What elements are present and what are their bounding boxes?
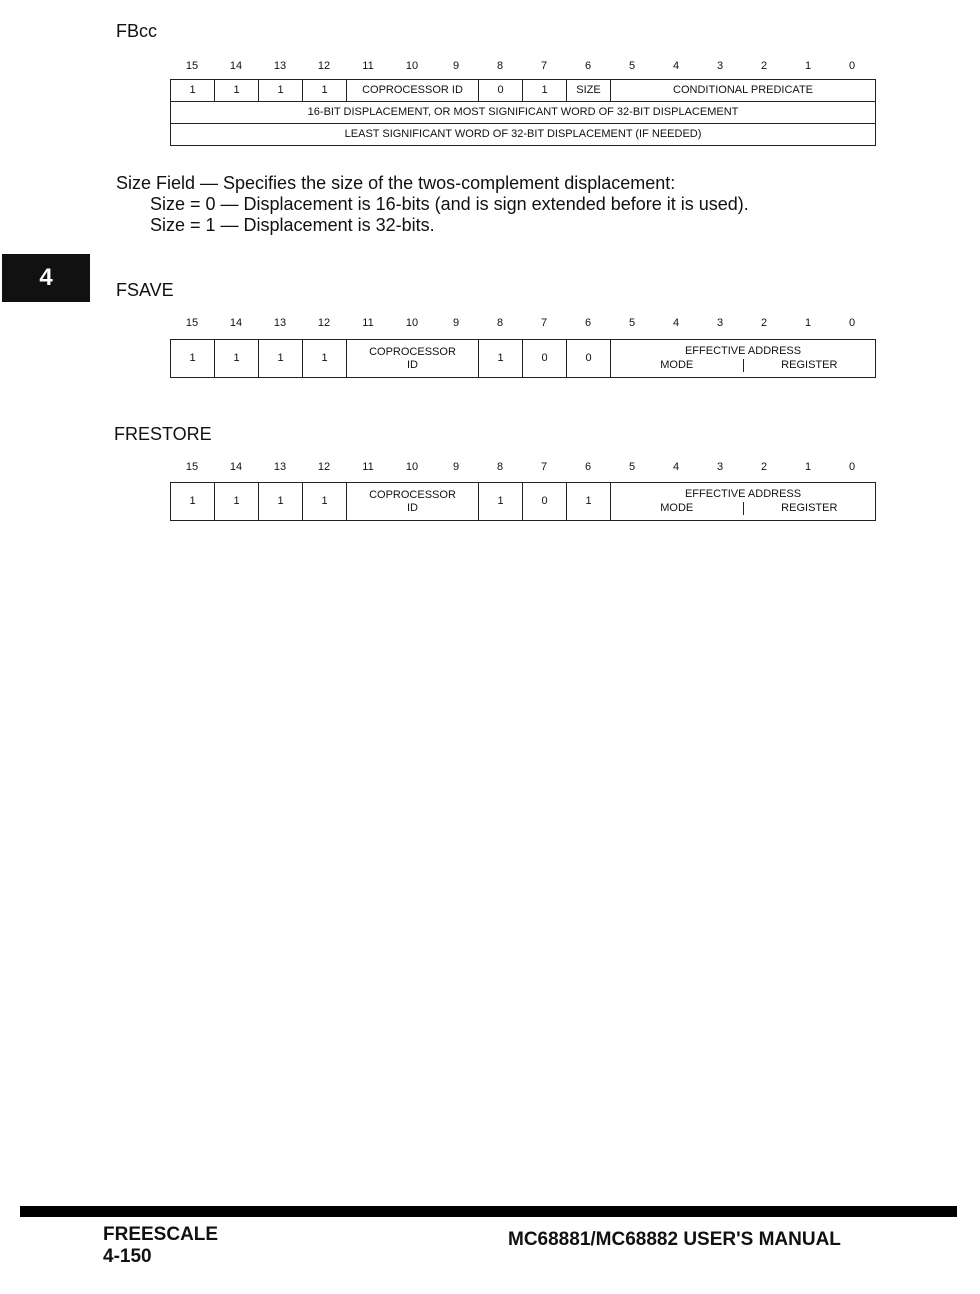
size-field: SIZE [567, 80, 611, 102]
bit-number: 12 [317, 461, 331, 473]
bit-cell-7: 1 [523, 80, 567, 102]
frestore-encoding-table [170, 482, 876, 521]
bit-number: 11 [362, 461, 374, 473]
register-label: REGISTER [781, 359, 838, 371]
bit-number: 3 [716, 60, 724, 72]
bit-number: 14 [229, 60, 243, 72]
bit-cell-12: 1 [303, 483, 347, 521]
bit-number: 4 [672, 461, 680, 473]
bit-number: 8 [496, 317, 504, 329]
effective-address-field [611, 340, 876, 378]
mode-label: MODE [611, 502, 744, 515]
bit-cell-7: 0 [523, 483, 567, 521]
bit-cell-12: 1 [303, 340, 347, 378]
coprocessor-id-field [347, 483, 479, 521]
bit-number: 4 [672, 60, 680, 72]
size-0-description: Size = 0 — Displacement is 16-bits (and is sign extended before it is used). [150, 194, 749, 214]
bit-number: 2 [760, 317, 768, 329]
displacement-word-1: 16-BIT DISPLACEMENT, OR MOST SIGNIFICANT WORD OF 32-BIT DISPLACEMENT [171, 102, 876, 124]
bit-cell-6: 1 [567, 483, 611, 521]
size-1-description: Size = 1 — Displacement is 32-bits. [150, 215, 435, 235]
bit-cell-8: 1 [479, 483, 523, 521]
bit-number: 14 [229, 317, 243, 329]
bit-number: 13 [273, 317, 287, 329]
page-number: 4-150 [103, 1246, 152, 1267]
bit-number: 9 [452, 461, 460, 473]
bit-cell-13: 1 [259, 340, 303, 378]
effective-address-label: EFFECTIVE ADDRESS [684, 345, 802, 358]
id-label: ID [407, 501, 418, 514]
effective-address-subfields [611, 359, 875, 372]
bit-number: 2 [760, 461, 768, 473]
bit-cell-7: 0 [523, 340, 567, 378]
effective-address-subfields [611, 502, 875, 515]
bit-number: 9 [452, 317, 460, 329]
footer-brand: FREESCALE [103, 1224, 219, 1245]
bit-number: 9 [452, 60, 460, 72]
conditional-predicate-field: CONDITIONAL PREDICATE [611, 80, 876, 102]
bit-number: 4 [672, 317, 680, 329]
bit-cell-13: 1 [259, 80, 303, 102]
bit-cell-15: 1 [171, 483, 215, 521]
bit-number: 7 [540, 60, 548, 72]
bit-number: 0 [848, 461, 856, 473]
bit-cell-12: 1 [303, 80, 347, 102]
fsave-bit-numbers [170, 317, 874, 331]
bit-number: 8 [496, 60, 504, 72]
bit-number: 14 [229, 461, 243, 473]
bit-number: 15 [185, 60, 199, 72]
bit-number: 0 [848, 60, 856, 72]
frestore-title: FRESTORE [114, 424, 212, 444]
chapter-tab-marker: 4 [2, 254, 90, 302]
displacement-word-2: LEAST SIGNIFICANT WORD OF 32-BIT DISPLACEMENT (IF NEEDED) [171, 124, 876, 146]
bit-number: 11 [362, 60, 374, 72]
bit-cell-14: 1 [215, 483, 259, 521]
bit-number: 1 [804, 317, 812, 329]
footer-rule [20, 1206, 957, 1217]
coprocessor-id-field: COPROCESSOR ID [347, 80, 479, 102]
bit-number: 13 [273, 60, 287, 72]
mode-label: MODE [611, 359, 744, 372]
bit-number: 0 [848, 317, 856, 329]
bit-number: 11 [362, 317, 374, 329]
coprocessor-label: COPROCESSOR [369, 345, 456, 358]
bit-number: 5 [628, 317, 636, 329]
bit-number: 3 [716, 461, 724, 473]
fsave-title: FSAVE [116, 280, 174, 300]
effective-address-field [611, 483, 876, 521]
frestore-bit-numbers [170, 461, 874, 475]
fsave-encoding-table [170, 339, 876, 378]
fbcc-title: FBcc [116, 21, 158, 41]
bit-number: 5 [628, 461, 636, 473]
bit-number: 2 [760, 60, 768, 72]
bit-cell-6: 0 [567, 340, 611, 378]
footer-left [103, 1224, 218, 1268]
bit-cell-15: 1 [171, 80, 215, 102]
bit-number: 10 [405, 317, 419, 329]
register-label: REGISTER [781, 502, 838, 514]
bit-number: 12 [317, 60, 331, 72]
effective-address-label: EFFECTIVE ADDRESS [684, 488, 802, 501]
bit-number: 7 [540, 317, 548, 329]
size-field-heading: Size Field — Specifies the size of the twos-complement displacement: [116, 173, 676, 193]
size-field-description [116, 173, 749, 236]
bit-number: 6 [584, 60, 592, 72]
bit-number: 1 [804, 461, 812, 473]
bit-cell-8: 1 [479, 340, 523, 378]
fbcc-encoding-table [170, 79, 876, 146]
bit-number: 6 [584, 461, 592, 473]
bit-cell-15: 1 [171, 340, 215, 378]
bit-number: 15 [185, 461, 199, 473]
bit-number: 7 [540, 461, 548, 473]
bit-cell-8: 0 [479, 80, 523, 102]
coprocessor-id-field [347, 340, 479, 378]
bit-cell-14: 1 [215, 80, 259, 102]
id-label: ID [407, 358, 418, 371]
fbcc-bit-numbers [170, 60, 874, 74]
coprocessor-label: COPROCESSOR [369, 488, 456, 501]
footer-manual-title: MC68881/MC68882 USER'S MANUAL [508, 1229, 841, 1250]
bit-cell-14: 1 [215, 340, 259, 378]
bit-number: 12 [317, 317, 331, 329]
bit-number: 5 [628, 60, 636, 72]
bit-number: 6 [584, 317, 592, 329]
bit-number: 10 [405, 60, 419, 72]
bit-number: 10 [405, 461, 419, 473]
bit-number: 8 [496, 461, 504, 473]
bit-number: 1 [804, 60, 812, 72]
bit-cell-13: 1 [259, 483, 303, 521]
bit-number: 13 [273, 461, 287, 473]
bit-number: 15 [185, 317, 199, 329]
bit-number: 3 [716, 317, 724, 329]
